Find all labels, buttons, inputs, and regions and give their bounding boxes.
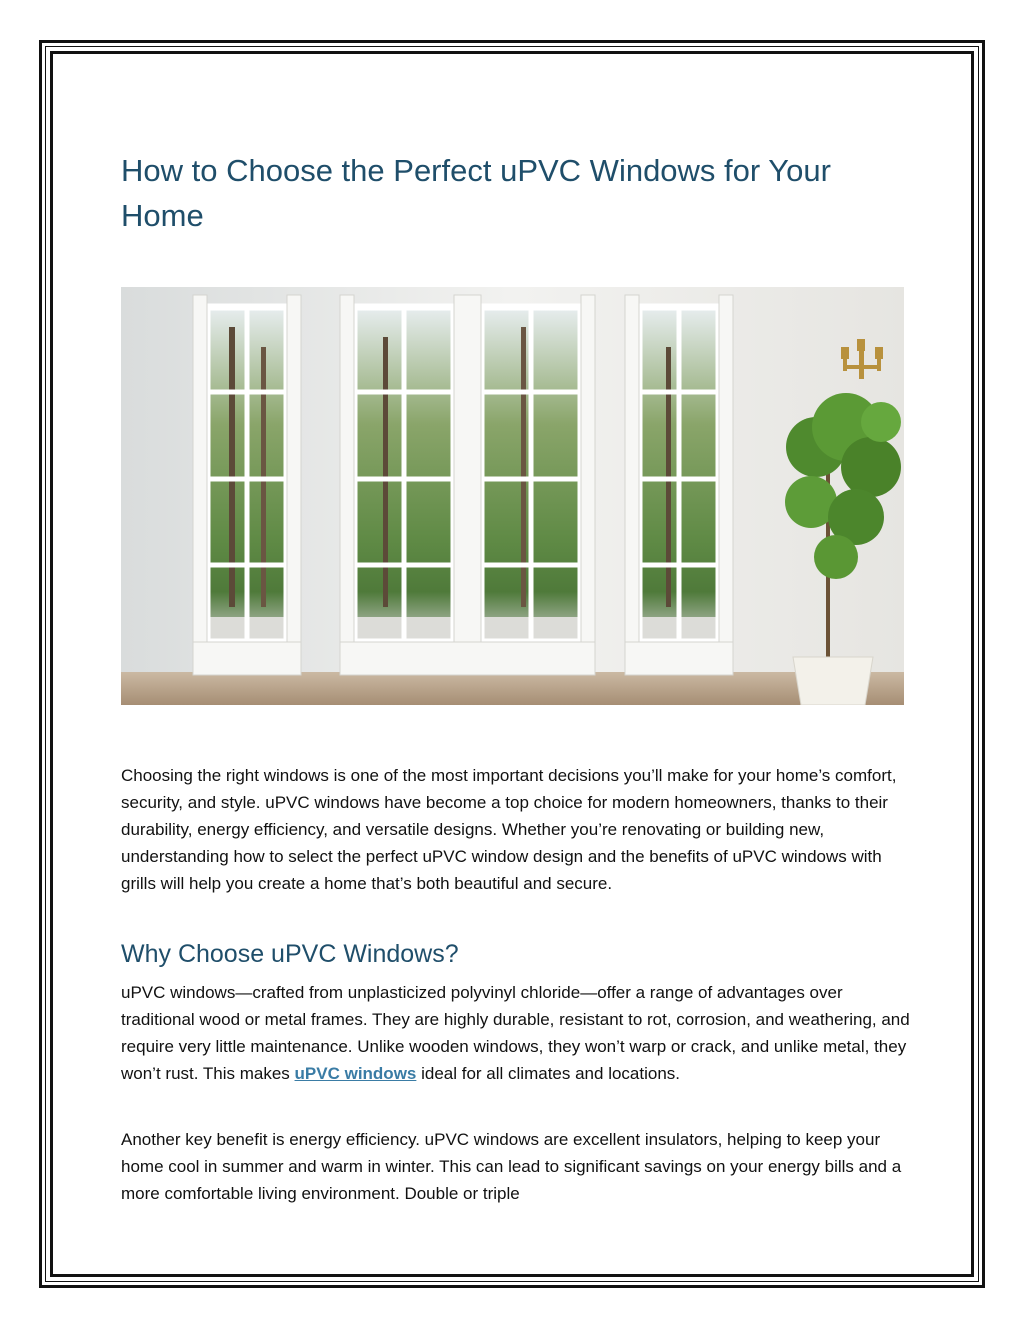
- article-title: How to Choose the Perfect uPVC Windows for Your Home: [121, 153, 831, 233]
- upvc-windows-link[interactable]: uPVC windows: [294, 1064, 417, 1083]
- windows-photo: [121, 287, 904, 705]
- section-heading: Why Choose uPVC Windows?: [121, 940, 459, 968]
- section-paragraph-1: [121, 979, 911, 1087]
- section-paragraph-1-tail: ideal for all climates and locations.: [416, 1064, 681, 1083]
- section-paragraph-2: Another key benefit is energy efficiency. uPVC windows are excellent insulators, helping to keep your home cool in summer and warm in winter. This can lead to significant savings on your energy bills and a more comfortable living environment. Double or triple: [121, 1130, 902, 1203]
- intro-paragraph: Choosing the right windows is one of the most important decisions you’ll make for your home’s comfort, security, and style. uPVC windows have become a top choice for modern homeowners, thanks to their durability, energy efficiency, and versatile designs. Whether you’re renovating or building new, understanding how to select the perfect uPVC window design and the benefits of uPVC windows with grills will help you create a home that’s both beautiful and secure.: [121, 766, 897, 893]
- section-paragraph-1-text: uPVC windows—crafted from unplasticized polyvinyl chloride—offer a range of advantages over traditional wood or metal frames. They are highly durable, resistant to rot, corrosion, and weathering, and require very little maintenance. Unlike wooden windows, they won’t warp or crack, and unlike metal, they won’t rust. This makes: [121, 983, 910, 1083]
